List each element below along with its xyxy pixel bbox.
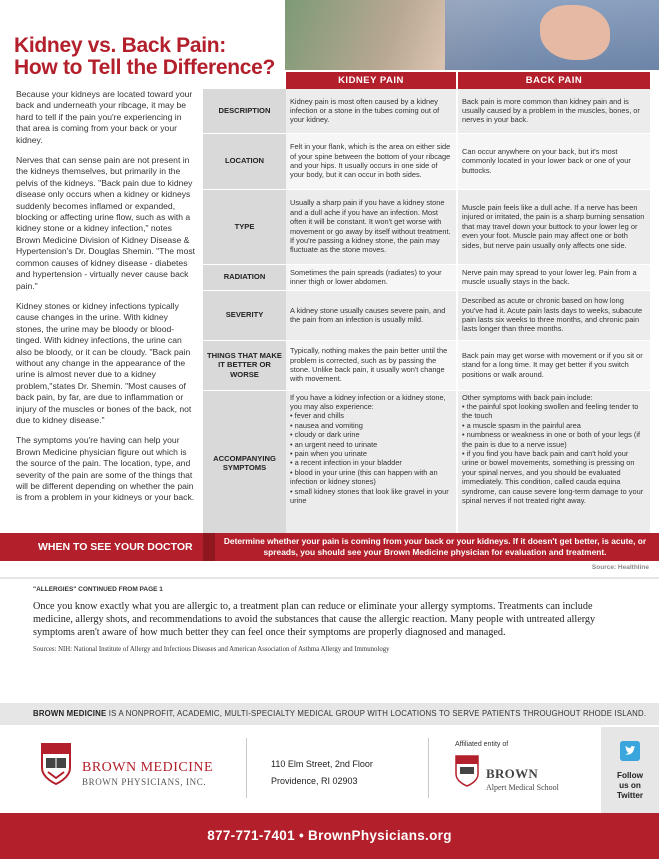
- comparison-table: [203, 72, 650, 537]
- doctor-callout-text: Determine whether your pain is coming from your back or your kidneys. If it doesn't get better, is acute, or spreads, you should see your Brown Medicine physician for evaluation and treatment.: [223, 536, 647, 557]
- intro-paragraph: Because your kidneys are located toward your back and underneath your ribcage, it may be hard to tell if the pain you're experiencing in that area is coming from your back or your kidney.: [16, 89, 193, 145]
- kidney-cell: Sometimes the pain spreads (radiates) to your inner thigh or lower abdomen.: [286, 264, 457, 290]
- list-item: • a recent infection in your bladder: [290, 458, 452, 467]
- affiliate-name: BROWN: [486, 766, 539, 781]
- header-photo: [285, 0, 659, 70]
- back-cell: Back pain is more common than kidney pain and is usually caused by a problem in the muscles, bones, or nerves in your back.: [457, 89, 650, 133]
- intro-text: [16, 89, 196, 513]
- continued-body: Once you know exactly what you are allergic to, a treatment plan can reduce or eliminate your allergy symptoms. Treatments can include medicine, allergy shots, and recommendations to avoid the substances that cause the allergic reaction. Many people with untreated allergy symptoms aren't aware of how much better they can feel once their symptoms are properly diagnosed and managed.: [33, 601, 596, 639]
- back-cell: Nerve pain may spread to your lower leg. Pain from a muscle usually stays in the back.: [457, 264, 650, 290]
- mission-bar: [0, 703, 659, 725]
- back-cell: Can occur anywhere on your back, but it's most commonly located in your lower back or one of your buttocks.: [457, 133, 650, 189]
- intro-paragraph: Kidney stones or kidney infections typically cause changes in the urine. With kidney stones, the urine may be bloody or blood-tinged. With kidney infections, the urine can also be bloody, or it can be cloudy. "Back pain without any change in the appearance of the urine is almost never due to a kidney problem,"states Dr. Shemin. "Most causes of back pain, by far, are due to inflammation or injury of the muscles or bones of the back, not due to kidney disease.": [16, 300, 192, 425]
- kidney-cell: A kidney stone usually causes severe pain, and the pain from an infection is usually mild.: [286, 290, 457, 340]
- doctor-callout-label: WHEN TO SEE YOUR DOCTOR: [38, 541, 193, 553]
- title-line-2: How to Tell the Difference?: [14, 56, 276, 79]
- source-credit: Source: Healthline: [591, 564, 649, 571]
- back-cell: [457, 390, 650, 536]
- list-item: • the painful spot looking swollen and feeling tender to the touch: [462, 402, 646, 421]
- affiliate-subtitle: Alpert Medical School: [486, 783, 559, 792]
- back-cell: Back pain may get worse with movement or if you sit or stand for a long time. It may get better if you switch positions or walk around.: [457, 340, 650, 390]
- shield-icon: [40, 742, 72, 786]
- footer-divider: [428, 738, 429, 798]
- list-item: • a muscle spasm in the painful area: [462, 421, 646, 430]
- kidney-cell: Felt in your flank, which is the area on either side of your spine between the bottom of your ribcage and your hips. It usually occurs in one side of your body, but it can occur in both sides.: [286, 133, 457, 189]
- kidney-cell: Usually a sharp pain if you have a kidney stone and a dull ache if you have an infection. Most often it will be constant. It won't get worse with movement or go away by itself without treatment. If you're passing a kidney stone, the pain may fluctuate as the stone moves.: [286, 189, 457, 264]
- twitter-label-line: Follow: [617, 771, 643, 780]
- mission-text: IS A NONPROFIT, ACADEMIC, MULTI-SPECIALTY MEDICAL GROUP WITH LOCATIONS TO SERVE PATIENTS THROUGHOUT RHODE ISLAND.: [106, 709, 647, 718]
- kidney-cell: Kidney pain is most often caused by a kidney infection or a stone in the tubes coming out of your kidney.: [286, 89, 457, 133]
- header-back-pain: BACK PAIN: [457, 72, 650, 89]
- twitter-follow[interactable]: [601, 727, 659, 813]
- header-kidney-pain: KIDNEY PAIN: [286, 72, 457, 89]
- kidney-cell: [286, 390, 457, 536]
- list-item: • cloudy or dark urine: [290, 430, 452, 439]
- twitter-label-line: us on: [619, 781, 641, 790]
- row-label: DESCRIPTION: [203, 89, 286, 133]
- back-symptoms-list: [462, 402, 646, 505]
- mission-brand: BROWN MEDICINE: [33, 709, 107, 718]
- logo-subtitle: BROWN PHYSICIANS, INC.: [82, 777, 207, 787]
- list-item: • blood in your urine (this can happen with an infection or kidney stones): [290, 468, 452, 487]
- callout-divider: [203, 533, 215, 561]
- doctor-callout-bar: [0, 533, 659, 561]
- title-line-1: Kidney vs. Back Pain:: [14, 34, 226, 57]
- twitter-icon[interactable]: [620, 741, 640, 761]
- list-item: • pain when you urinate: [290, 449, 452, 458]
- kidney-symptoms-intro: If you have a kidney infection or a kidney stone, you may also experience:: [290, 392, 446, 411]
- continued-heading: "ALLERGIES" CONTINUED FROM PAGE 1: [33, 586, 163, 593]
- address: [271, 756, 373, 790]
- kidney-cell: Typically, nothing makes the pain better until the problem is corrected, such as by passing the stone. Unlike back pain, it usually won't change with movement.: [286, 340, 457, 390]
- intro-paragraph: Nerves that can sense pain are not present in the kidneys themselves, but primarily in the pelvis of the kidneys. "Back pain due to kidney disease only occurs when a kidney or kidneys suddenly becomes inflamed or expanded, blocking or affecting urine flow, such as with a kidney stone or a kidney infection," notes Brown Medicine Division of Kidney Disease & Hypertension's Dr. Douglas Shemin. "The most common causes of kidney disease - diabetes and hypertension - virtually never cause back pain.": [16, 155, 196, 291]
- row-label: THINGS THAT MAKE IT BETTER OR WORSE: [203, 340, 286, 390]
- back-symptoms-intro: Other symptoms with back pain include:: [462, 392, 593, 402]
- back-cell: Described as acute or chronic based on how long you've had it. Acute pain lasts days to weeks, subacute pain lasts six weeks to three months, and chronic pain lasts longer than three months.: [457, 290, 650, 340]
- list-item: • numbness or weakness in one or both of your legs (if the pain is due to a nerve issue): [462, 430, 646, 449]
- twitter-label-line: Twitter: [616, 791, 644, 800]
- list-item: • small kidney stones that look like gravel in your urine: [290, 487, 452, 506]
- alpert-shield-icon: [455, 755, 479, 787]
- row-label: SEVERITY: [203, 290, 286, 340]
- kidney-symptoms-list: [290, 411, 452, 505]
- list-item: • fever and chills: [290, 411, 452, 420]
- list-item: • if you find you have back pain and can't hold your urine or bowel movements, something is pressing on your spinal nerves, and you should be evaluated immediately. This condition, called cauda equina syndrome, can cause severe long-term damage to your spinal nerves if not treated right away.: [462, 449, 646, 505]
- affiliate-label: Affiliated entity of: [455, 741, 509, 748]
- list-item: • nausea and vomiting: [290, 421, 452, 430]
- row-label: RADIATION: [203, 264, 286, 290]
- table-corner: [203, 72, 286, 89]
- footer-contact[interactable]: 877-771-7401 • BrownPhysicians.org: [0, 813, 659, 859]
- twitter-label[interactable]: [601, 771, 659, 801]
- brown-medicine-logo: [40, 742, 230, 792]
- row-label: LOCATION: [203, 133, 286, 189]
- list-item: • an urgent need to urinate: [290, 440, 452, 449]
- continued-sources: Sources: NIH: National Institute of Allergy and Infectious Diseases and American Association of Asthma Allergy and Immunology: [33, 646, 390, 653]
- intro-paragraph: The symptoms you're having can help your Brown Medicine physician figure out which is the source of the pain. The location, type, and severity of the pain are some of the things that will be different depending on whether the pain is from a problem in your kidneys or your back.: [16, 435, 195, 503]
- back-cell: Muscle pain feels like a dull ache. If a nerve has been injured or irritated, the pain is a sharp burning sensation that may travel down your buttock to your lower leg or even your foot. Muscle pain may affect one or both sides, but nerve pain usually only affects one side.: [457, 189, 650, 264]
- row-label: ACCOMPANYING SYMPTOMS: [203, 390, 286, 536]
- logo-name: BROWN MEDICINE: [82, 760, 214, 775]
- row-label: TYPE: [203, 189, 286, 264]
- address-line: 110 Elm Street, 2nd Floor: [271, 759, 373, 769]
- address-line: Providence, RI 02903: [271, 776, 358, 786]
- footer-divider: [246, 738, 247, 798]
- section-divider: [0, 577, 659, 579]
